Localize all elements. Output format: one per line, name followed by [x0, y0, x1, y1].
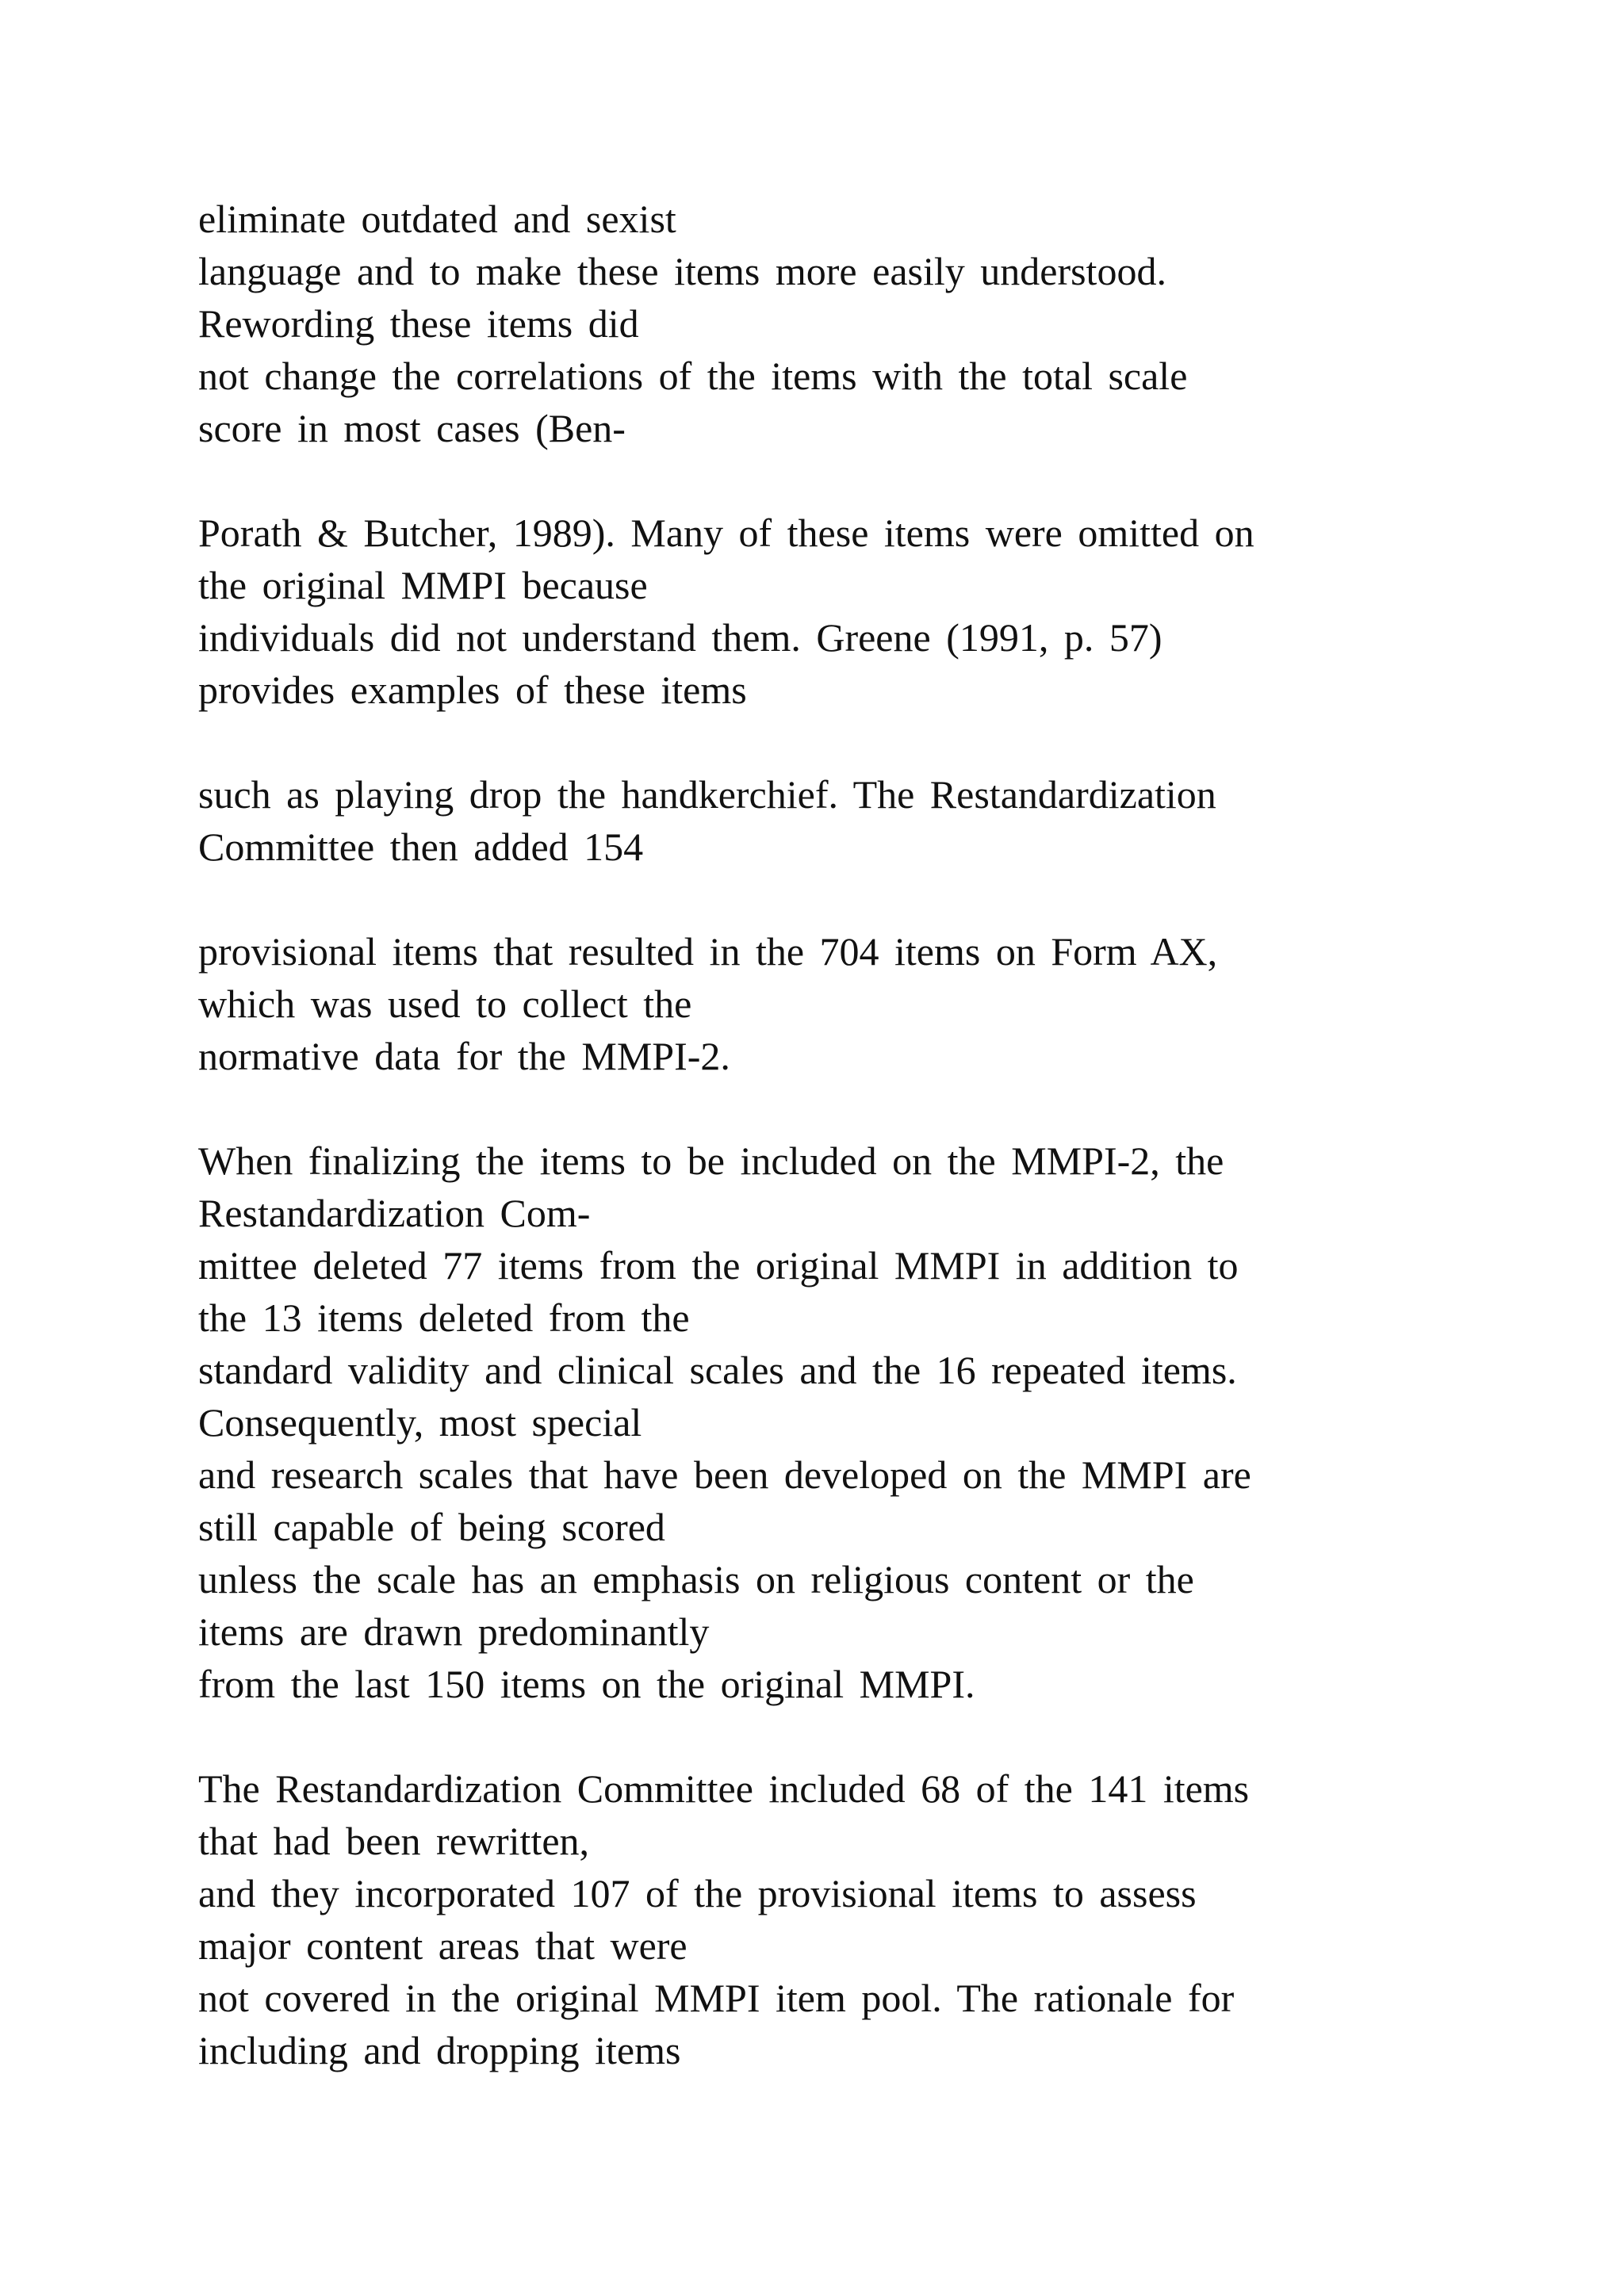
text-line: provides examples of these items: [198, 668, 747, 712]
paragraph-gap: [198, 1082, 1546, 1135]
text-line: Rewording these items did: [198, 301, 639, 346]
text-line: from the last 150 items on the original MMPI.: [198, 1662, 975, 1706]
paragraph-gap: [198, 454, 1546, 507]
text-line: Committee then added 154: [198, 825, 644, 869]
text-line: the original MMPI because: [198, 563, 648, 607]
text-line: mittee deleted 77 items from the original MMPI in addition to: [198, 1243, 1239, 1288]
text-line: major content areas that were: [198, 1923, 688, 1968]
text-line: The Restandardization Committee included 68 of the 141 items: [198, 1766, 1250, 1811]
paragraph: [198, 507, 1546, 716]
paragraph: [198, 925, 1546, 1082]
text-line: not change the correlations of the items with the total scale: [198, 354, 1188, 398]
paragraph-gap: [198, 716, 1546, 768]
text-line: and they incorporated 107 of the provisional items to assess: [198, 1871, 1197, 1915]
text-line: that had been rewritten,: [198, 1819, 590, 1863]
text-line: When finalizing the items to be included on the MMPI-2, the: [198, 1138, 1224, 1183]
text-line: score in most cases (Ben-: [198, 406, 626, 450]
text-line: and research scales that have been developed on the MMPI are: [198, 1452, 1251, 1497]
paragraph: [198, 1135, 1546, 1710]
text-line: such as playing drop the handkerchief. The Restandardization: [198, 772, 1216, 817]
text-line: Porath & Butcher, 1989). Many of these items were omitted on: [198, 511, 1254, 555]
text-line: unless the scale has an emphasis on religious content or the: [198, 1557, 1194, 1601]
paragraph-gap: [198, 1710, 1546, 1762]
body-text: [198, 193, 1546, 2076]
text-line: including and dropping items: [198, 2028, 681, 2072]
paragraph: [198, 768, 1546, 873]
text-line: language and to make these items more easily understood.: [198, 249, 1166, 293]
text-line: not covered in the original MMPI item pool. The rationale for: [198, 1976, 1235, 2020]
paragraph: [198, 1762, 1546, 2076]
text-line: still capable of being scored: [198, 1505, 665, 1549]
text-line: normative data for the MMPI-2.: [198, 1034, 730, 1078]
text-line: standard validity and clinical scales and the 16 repeated items.: [198, 1348, 1237, 1392]
text-line: Restandardization Com-: [198, 1191, 591, 1235]
text-line: items are drawn predominantly: [198, 1609, 710, 1654]
text-line: Consequently, most special: [198, 1400, 642, 1445]
paragraph-gap: [198, 873, 1546, 925]
text-line: eliminate outdated and sexist: [198, 197, 676, 241]
text-line: the 13 items deleted from the: [198, 1295, 690, 1340]
text-line: individuals did not understand them. Greene (1991, p. 57): [198, 615, 1162, 660]
text-line: provisional items that resulted in the 704 items on Form AX,: [198, 929, 1218, 974]
paragraph: [198, 193, 1546, 454]
text-line: which was used to collect the: [198, 982, 692, 1026]
